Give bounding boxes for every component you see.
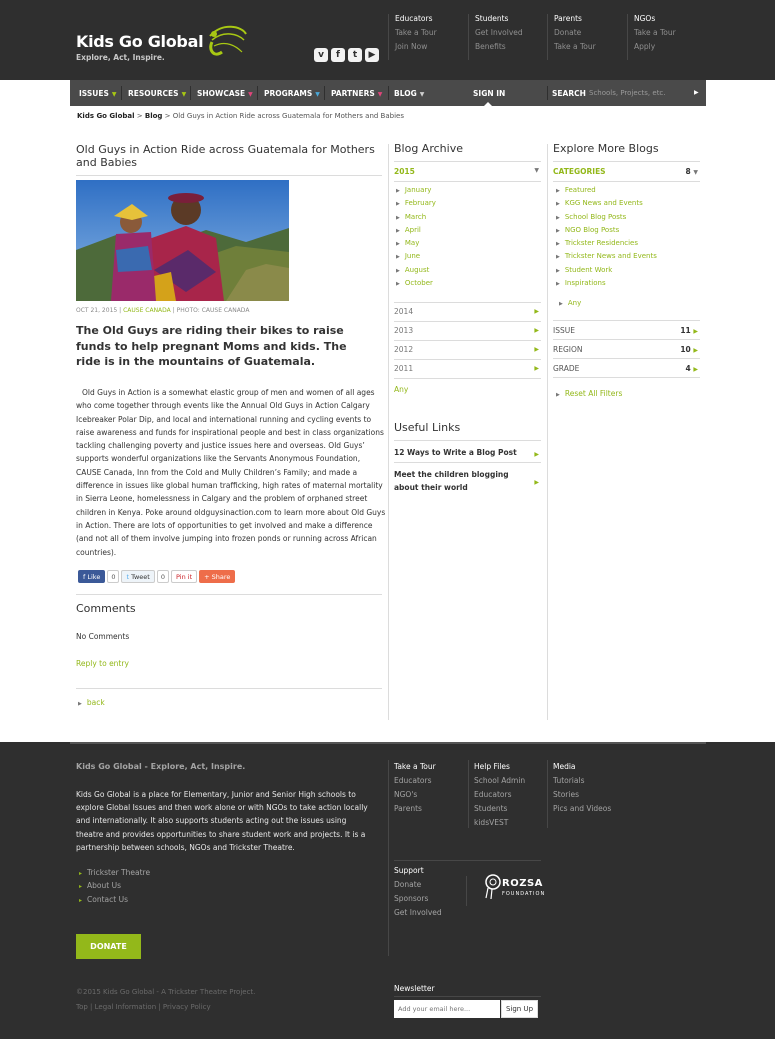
footer-col-media	[553, 762, 611, 818]
footer-col-link[interactable]: Parents	[394, 804, 422, 813]
footer-col-link[interactable]: kidsVEST	[474, 818, 509, 827]
footer-divider	[547, 760, 548, 828]
like-count: 0	[107, 570, 119, 583]
divider	[76, 594, 382, 595]
archive-year-2011[interactable]	[394, 359, 541, 378]
footer-links	[79, 868, 150, 908]
chevron-right-icon: ▸	[79, 896, 83, 904]
breadcrumb-blog[interactable]: Blog	[144, 112, 163, 120]
archive-any-link[interactable]: Any	[394, 385, 409, 394]
month-label: April	[404, 225, 421, 234]
post-category-link[interactable]: CAUSE CANADA	[123, 307, 171, 314]
footer-title: Kids Go Global - Explore, Act, Inspire.	[76, 762, 246, 771]
footer-col-link[interactable]: Get Involved	[394, 908, 442, 917]
column-divider	[547, 144, 548, 720]
plus-icon: +	[204, 573, 212, 581]
footer-col-link[interactable]: Sponsors	[394, 894, 429, 903]
chevron-right-icon: ▸	[79, 883, 83, 891]
footer-divider	[466, 876, 467, 906]
tweet-count: 0	[157, 570, 169, 583]
divider	[553, 377, 700, 378]
facebook-like-button[interactable]	[78, 570, 105, 583]
chevron-right-icon: ▶	[396, 188, 400, 194]
footer-col-title[interactable]: Support	[394, 866, 424, 875]
nav-divider	[257, 86, 258, 100]
nav-divider	[388, 86, 389, 100]
meta-separator: |	[119, 307, 122, 314]
archive-year-2014[interactable]	[394, 302, 541, 321]
nav-divider	[324, 86, 325, 100]
chevron-right-icon: ▶	[556, 227, 560, 234]
archive-month-link[interactable]	[396, 213, 436, 226]
footer-link[interactable]	[79, 868, 150, 881]
chevron-right-icon: ▶	[693, 347, 698, 354]
column-divider	[388, 144, 389, 720]
nav-label: SHOWCASE	[197, 89, 246, 98]
footer-col-title[interactable]: Media	[553, 762, 576, 771]
category-link[interactable]	[556, 279, 657, 292]
legal-links[interactable]: Top | Legal Information | Privacy Policy	[76, 1003, 211, 1011]
category-list	[556, 186, 657, 292]
chevron-right-icon: ▶	[396, 201, 400, 208]
footer-link[interactable]	[79, 881, 150, 894]
breadcrumb-current: Old Guys in Action Ride across Guatemala for Mothers and Babies	[172, 112, 404, 120]
vimeo-icon[interactable]: v	[314, 48, 328, 62]
filter-count: 11	[680, 326, 691, 335]
category-label: NGO Blog Posts	[564, 225, 620, 234]
rozsa-sub: FOUNDATION	[502, 891, 546, 897]
footer-col-title[interactable]: Take a Tour	[394, 762, 436, 771]
post-date: OCT 21, 2015	[76, 307, 118, 314]
facebook-icon[interactable]: f	[331, 48, 345, 62]
twitter-icon: t	[126, 573, 132, 581]
post-body: Old Guys in Action is a somewhat elastic group of men and women of all ages who come together through events like the Annual Old Guys in Action Calgary Icebreaker Polar Dip, and local and international running and cycling events to raise awareness and funds for inspirational people and best in class organizations tackling challenging poverty and justice issues here and overseas. Old Guys’ supports wonderful organizations like the Servants Anonymous Foundation, CAUSE Canada, Inn from the Cold and Mully Children’s Family; and made a difference in issues like global human trafficking, high rates of maternal mortality in Sierra Leone, homelessness in Calgary and the problem of orphaned street children in Kenya. Poke around oldguysinaction.com to learn more about Old Guys in Action. There are lots of opportunities to get involved and make a difference (and not all of them involve jumping into frozen ponds or running across African countries).	[76, 388, 386, 557]
logo-swoosh-icon	[198, 22, 248, 62]
breadcrumb	[77, 112, 404, 120]
archive-year-2013[interactable]	[394, 321, 541, 340]
filter-issue[interactable]	[553, 320, 700, 339]
category-link[interactable]	[556, 186, 657, 199]
category-label: Trickster News and Events	[564, 252, 657, 261]
archive-month-link[interactable]	[396, 279, 436, 292]
year-label: 2012	[394, 345, 414, 354]
post-title: Old Guys in Action Ride across Guatemala for Mothers and Babies	[76, 143, 375, 169]
month-label: August	[404, 265, 430, 274]
footer-col-link[interactable]: Students	[474, 804, 508, 813]
month-label: January	[404, 186, 432, 194]
header-menu-title[interactable]: NGOs	[634, 14, 656, 23]
chevron-down-icon: ▼	[248, 91, 253, 98]
newsletter-heading: Newsletter	[394, 984, 435, 993]
footer-col-title[interactable]: Help Files	[474, 762, 510, 771]
site-logo[interactable]: Kids Go Global	[76, 32, 204, 51]
copyright: ©2015 Kids Go Global - A Trickster Theatre Project.	[76, 988, 256, 996]
rozsa-name: ROZSA	[502, 878, 543, 889]
search-label: SEARCH	[552, 89, 586, 98]
divider	[394, 181, 541, 182]
chevron-right-icon: ▶	[556, 214, 560, 221]
chevron-right-icon: ▶	[534, 327, 539, 334]
footer-topline	[70, 742, 706, 744]
youtube-icon[interactable]: ▶	[365, 48, 379, 62]
filter-count-wrap	[680, 321, 698, 341]
chevron-right-icon: ▶	[556, 201, 560, 208]
filter-label: GRADE	[553, 364, 580, 373]
nav-divider	[121, 86, 122, 100]
filter-region[interactable]	[553, 339, 700, 358]
header-menu-link[interactable]: Take a Tour	[395, 28, 437, 37]
footer-divider	[394, 996, 541, 997]
divider	[394, 378, 541, 379]
back-link[interactable]	[78, 698, 105, 707]
month-label: March	[404, 212, 427, 221]
category-any-link[interactable]	[559, 299, 581, 307]
header-menu-title[interactable]: Parents	[554, 14, 582, 23]
chevron-down-icon: ▼	[534, 167, 539, 174]
category-label: Trickster Residencies	[564, 239, 639, 248]
header-menu-students	[468, 14, 546, 60]
footer-col-link[interactable]: Educators	[474, 790, 512, 799]
nav-label: ISSUES	[79, 89, 109, 98]
year-label: 2015	[394, 167, 415, 176]
chevron-right-icon: ▶	[693, 328, 698, 335]
header-menu-educators	[388, 14, 466, 60]
breadcrumb-separator: >	[164, 112, 171, 120]
header-menu-link[interactable]: Join Now	[395, 42, 428, 51]
footer-divider	[394, 860, 541, 861]
chevron-right-icon: ▶	[556, 254, 560, 261]
chevron-right-icon: ▶	[556, 267, 560, 274]
useful-link-label: Meet the children blogging about their world	[394, 470, 509, 492]
header-menu-link[interactable]: Donate	[554, 28, 582, 37]
header-menu-link[interactable]: Apply	[634, 42, 656, 51]
post-lead: The Old Guys are riding their bikes to raise funds to help pregnant Moms and kids. The ride is in the mountains of Guatemala.	[76, 324, 347, 368]
footer-link-label: About Us	[87, 881, 121, 891]
category-link[interactable]	[556, 252, 657, 265]
filter-grade[interactable]	[553, 358, 700, 377]
month-label: February	[404, 199, 436, 208]
chevron-right-icon: ▶	[534, 365, 539, 372]
archive-month-link[interactable]	[396, 226, 436, 239]
categories-count: 8	[685, 167, 691, 176]
category-label: School Blog Posts	[564, 212, 627, 221]
chevron-down-icon: ▼	[419, 91, 425, 98]
divider	[394, 161, 541, 162]
archive-year-current[interactable]	[394, 167, 541, 176]
chevron-down-icon: ▼	[377, 91, 383, 98]
no-comments-text: No Comments	[76, 632, 130, 641]
categories-count-wrap	[686, 167, 698, 176]
filter-count: 10	[680, 345, 691, 354]
year-label: 2013	[394, 326, 414, 335]
nav-showcase[interactable]	[197, 80, 253, 106]
nav-partners[interactable]	[331, 80, 382, 106]
header-menu-title[interactable]: Educators	[395, 14, 433, 23]
nav-label: PROGRAMS	[264, 89, 313, 98]
category-label: Student Work	[564, 265, 613, 274]
nav-programs[interactable]	[264, 80, 320, 106]
footer-support	[394, 866, 442, 922]
year-label: 2011	[394, 364, 414, 373]
category-label: KGG News and Events	[564, 199, 643, 208]
divider	[76, 175, 382, 176]
nav-sign-in[interactable]: SIGN IN	[473, 89, 506, 98]
month-label: June	[404, 252, 421, 261]
nav-label: PARTNERS	[331, 89, 375, 98]
month-label: October	[404, 279, 433, 288]
category-link[interactable]	[556, 226, 657, 239]
filter-count-wrap	[686, 359, 698, 379]
comments-heading: Comments	[76, 602, 136, 615]
header-menu-link[interactable]: Benefits	[475, 42, 506, 51]
chevron-right-icon: ▶	[556, 281, 560, 288]
category-link[interactable]	[556, 199, 657, 212]
twitter-icon[interactable]: t	[348, 48, 362, 62]
footer-col-tour	[394, 762, 436, 818]
nav-blog[interactable]	[394, 80, 424, 106]
chevron-right-icon: ▶	[534, 346, 539, 353]
chevron-right-icon: ▶	[396, 267, 400, 274]
post-image	[76, 180, 289, 301]
archive-month-link[interactable]	[396, 199, 436, 212]
footer-divider	[468, 760, 469, 828]
newsletter-email-input[interactable]	[394, 1000, 500, 1018]
chevron-right-icon: ▶	[693, 366, 698, 373]
filter-label: REGION	[553, 345, 583, 354]
header-menu-title[interactable]: Students	[475, 14, 509, 23]
social-links	[314, 48, 379, 62]
category-link[interactable]	[556, 213, 657, 226]
chevron-right-icon: ▶	[556, 392, 560, 398]
rose-icon	[482, 872, 504, 900]
share-bar	[78, 570, 235, 583]
useful-links-heading: Useful Links	[394, 421, 461, 434]
header-menu-link[interactable]: Get Involved	[475, 28, 523, 37]
main-nav	[70, 80, 706, 106]
explore-heading: Explore More Blogs	[553, 142, 659, 155]
archive-month-link[interactable]	[396, 252, 436, 265]
chevron-right-icon: ▶	[559, 301, 563, 307]
pin-it-button[interactable]: Pin it	[171, 570, 197, 583]
footer-col-help	[474, 762, 525, 832]
footer-link-label: Trickster Theatre	[87, 868, 151, 877]
useful-link[interactable]	[394, 462, 541, 498]
footer-col-link[interactable]: NGO's	[394, 790, 418, 799]
header-menu-parents	[547, 14, 625, 60]
chevron-right-icon: ▶	[556, 188, 560, 194]
donate-button[interactable]: DONATE	[76, 934, 141, 959]
chevron-right-icon: ▶	[534, 479, 539, 486]
chevron-right-icon: ▶	[396, 254, 400, 261]
category-link[interactable]	[556, 266, 657, 279]
divider	[76, 688, 382, 689]
nav-divider	[547, 86, 548, 100]
post-meta	[76, 307, 249, 314]
chevron-down-icon: ▼	[181, 91, 187, 98]
footer-col-link[interactable]: Tutorials	[553, 776, 585, 785]
chevron-down-icon: ▼	[693, 169, 698, 176]
divider	[553, 161, 700, 162]
divider	[553, 181, 700, 182]
tweet-button[interactable]	[121, 570, 154, 583]
chevron-right-icon: ▶	[78, 701, 82, 707]
photo-credit: PHOTO: CAUSE CANADA	[176, 307, 250, 314]
categories-label: CATEGORIES	[553, 167, 606, 176]
archive-heading: Blog Archive	[394, 142, 463, 155]
breadcrumb-home[interactable]: Kids Go Global	[77, 112, 135, 120]
meta-separator: |	[172, 307, 175, 314]
archive-month-link[interactable]	[396, 266, 436, 279]
chevron-right-icon: ▶	[534, 451, 539, 458]
site-tagline: Explore, Act, Inspire.	[76, 53, 165, 62]
chevron-right-icon: ▶	[396, 214, 400, 221]
nav-divider	[190, 86, 191, 100]
filter-label: ISSUE	[553, 326, 575, 335]
site-header	[0, 0, 775, 80]
footer-description: Kids Go Global is a place for Elementary, Junior and Senior High schools to explore Global Issues and then work alone or with NGOs to take action locally and internationally. It also supports students acting out the issues using theatre and provides opportunities to share student work and projects. It is a partnership between schools, NGOs and Trickster Theatre.	[76, 790, 368, 852]
filter-count-wrap	[680, 340, 698, 360]
chevron-right-icon: ▶	[396, 281, 400, 288]
search-submit-icon[interactable]: ▶	[694, 89, 699, 96]
header-menu-ngos	[627, 14, 705, 60]
back-label: back	[86, 698, 105, 707]
archive-month-link[interactable]	[396, 239, 436, 252]
any-label: Any	[567, 299, 582, 307]
reply-link[interactable]: Reply to entry	[76, 659, 129, 668]
year-label: 2014	[394, 307, 414, 316]
category-link[interactable]	[556, 239, 657, 252]
useful-link[interactable]	[394, 440, 541, 462]
useful-link-label: 12 Ways to Write a Blog Post	[394, 448, 517, 457]
reset-filters-link[interactable]	[556, 389, 622, 398]
chevron-down-icon: ▼	[315, 91, 320, 98]
chevron-right-icon: ▶	[396, 227, 400, 234]
search-input[interactable]: Schools, Projects, etc.	[589, 89, 666, 97]
month-label: May	[404, 239, 420, 248]
footer-col-link[interactable]: Stories	[553, 790, 579, 799]
footer-divider	[388, 760, 389, 956]
tweet-label: Tweet	[131, 573, 150, 581]
share-label: Share	[211, 573, 231, 581]
archive-year-2012[interactable]	[394, 340, 541, 359]
chevron-right-icon: ▶	[556, 241, 560, 248]
nav-issues[interactable]	[79, 80, 117, 106]
nav-resources[interactable]	[128, 80, 186, 106]
footer-col-link[interactable]: School Admin	[474, 776, 526, 785]
category-label: Featured	[564, 186, 596, 194]
archive-month-link[interactable]	[396, 186, 436, 199]
facebook-icon: f	[83, 573, 88, 581]
nav-label: RESOURCES	[128, 89, 179, 98]
header-menu-link[interactable]: Take a Tour	[634, 28, 676, 37]
archive-months	[396, 186, 436, 292]
category-label: Inspirations	[564, 279, 606, 288]
footer-link[interactable]	[79, 895, 150, 908]
footer-col-link[interactable]: Educators	[394, 776, 432, 785]
chevron-right-icon: ▸	[79, 870, 83, 877]
footer-col-link[interactable]: Pics and Videos	[553, 804, 612, 813]
breadcrumb-separator: >	[136, 112, 143, 120]
newsletter-signup-button[interactable]: Sign Up	[501, 1000, 538, 1018]
footer-col-link[interactable]: Donate	[394, 880, 422, 889]
share-button[interactable]	[199, 570, 235, 583]
header-menu-link[interactable]: Take a Tour	[554, 42, 596, 51]
reset-label: Reset All Filters	[564, 389, 623, 398]
chevron-down-icon: ▼	[111, 91, 117, 98]
categories-toggle[interactable]	[553, 167, 700, 176]
chevron-right-icon: ▶	[396, 241, 400, 248]
chevron-right-icon: ▶	[534, 308, 539, 315]
nav-label: BLOG	[394, 89, 417, 98]
filter-count: 4	[685, 364, 691, 373]
active-indicator	[484, 102, 492, 106]
like-label: Like	[87, 573, 101, 581]
footer-link-label: Contact Us	[87, 894, 128, 904]
